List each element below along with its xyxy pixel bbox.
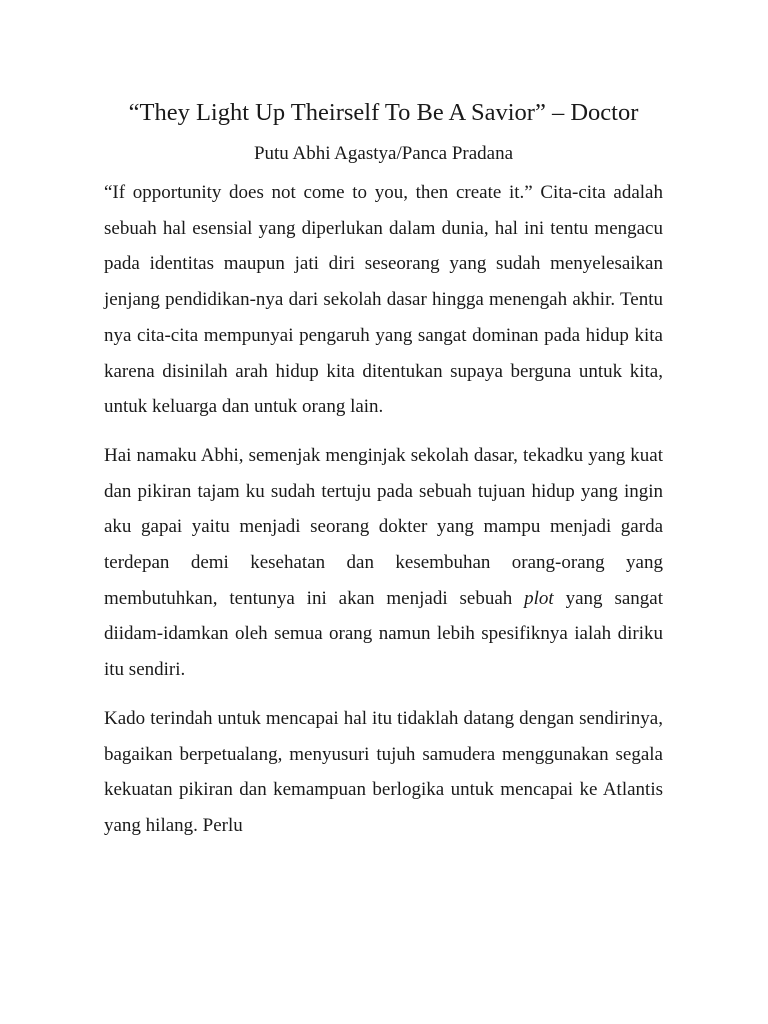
document-title: “They Light Up Theirself To Be A Savior” – Doctor — [128, 99, 639, 126]
paragraph-2-italic-word: plot — [524, 587, 554, 609]
paragraph-1: “If opportunity does not come to you, then create it.” Cita-cita adalah sebuah hal esensial yang diperlukan dalam dunia, hal ini tentu mengacu pada identitas maupun jati diri seseorang yang sudah menyelesaikan jenjang pendidikan-nya dari sekolah dasar hingga menengah akhir. Tentu nya cita-cita mempunyai pengaruh yang sangat dominan pada hidup kita karena disinilah arah hidup kita ditentukan supaya berguna untuk kita, untuk keluarga dan untuk orang lain. — [104, 182, 663, 418]
paragraph-2 — [104, 438, 663, 688]
paragraph-2-text-a: Hai namaku Abhi, semenjak menginjak sekolah dasar, tekadku yang kuat dan pikiran tajam ku sudah tertuju pada sebuah tujuan hidup yang ingin aku gapai yaitu menjadi seorang dokter yang mampu menjadi garda terdepan demi kesehatan dan kesembuhan orang-orang yang membutuhkan, tentunya ini akan menjadi sebuah — [104, 444, 663, 609]
document-page — [104, 96, 663, 844]
paragraph-2-text-b: yang sangat diidam-idamkan oleh semua orang namun lebih spesifiknya ialah diriku itu sendiri. — [104, 587, 663, 681]
author-line: Putu Abhi Agastya/Panca Pradana — [253, 143, 514, 164]
paragraph-3: Kado terindah untuk mencapai hal itu tidaklah datang dengan sendirinya, bagaikan berpetualang, menyusuri tujuh samudera menggunakan segala kekuatan pikiran dan kemampuan berlogika untuk mencapai ke Atlantis yang hilang. Perlu — [104, 707, 663, 836]
